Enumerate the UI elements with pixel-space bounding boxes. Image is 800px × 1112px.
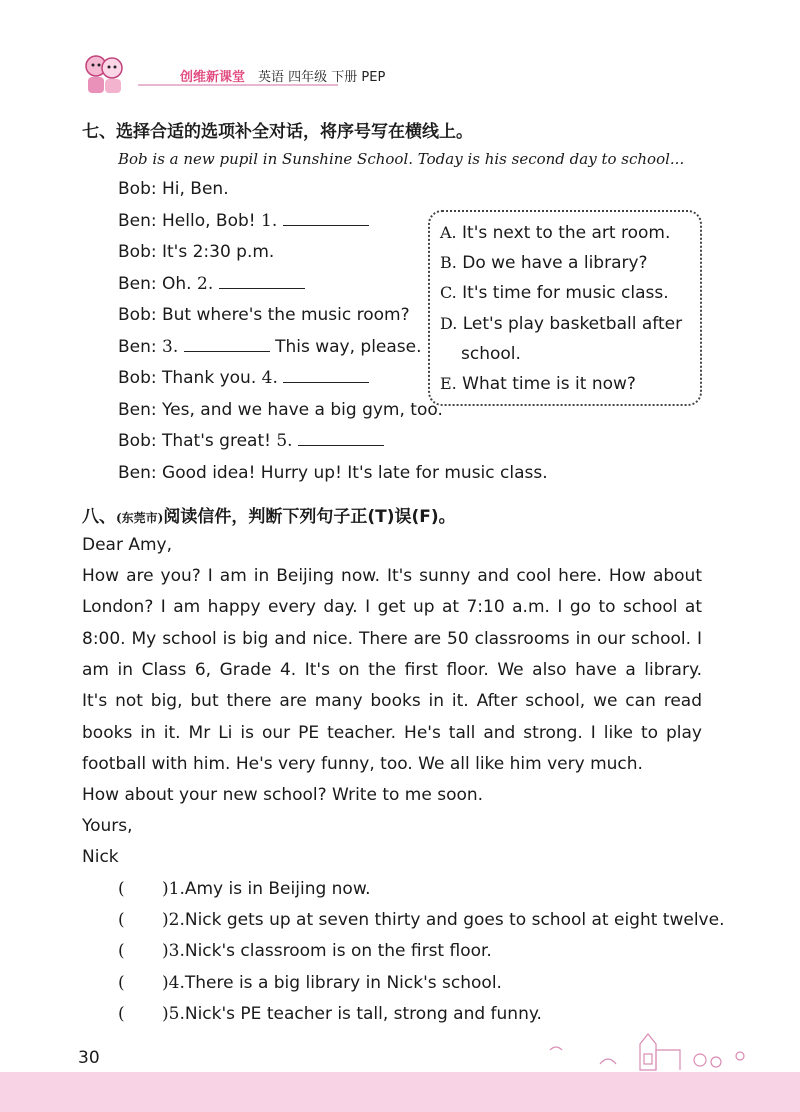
option-text: It's time for music class. (462, 283, 669, 304)
question-item (118, 1004, 542, 1024)
answer-paren[interactable]: ( (118, 972, 125, 993)
footer-bar (0, 1072, 800, 1112)
dialogue-text: Bob: Hi, Ben. (118, 179, 229, 199)
question-item (118, 973, 502, 993)
dialogue-text: Bob: It's 2:30 p.m. (118, 242, 275, 262)
letter-line: London? I am happy every day. I get up at 7:10 a.m. I go to school at (82, 597, 702, 618)
cartoon-kids-logo-icon (80, 50, 128, 96)
section8-title-prefix: 八、 (82, 507, 116, 527)
dialogue-line (118, 431, 384, 451)
question-text: There is a big library in Nick's school. (184, 972, 502, 993)
question-text: Nick's PE teacher is tall, strong and funny. (184, 1003, 542, 1024)
page-number: 30 (78, 1048, 100, 1068)
blank-number: 2. (197, 273, 214, 294)
dialogue-text: Ben: Good idea! Hurry up! It's late for music class. (118, 462, 548, 483)
letter-line: 8:00. My school is big and nice. There are 50 classrooms in our school. I (82, 628, 702, 649)
question-text: Nick's classroom is on the first floor. (184, 941, 492, 962)
question-number: )4. (162, 972, 185, 993)
dialogue-text: Ben: Oh. (118, 273, 197, 294)
option-letter: E. (440, 374, 457, 393)
brand-name: 创维新课堂 (180, 70, 246, 85)
dialogue-text: Ben: Hello, Bob! (118, 210, 261, 231)
section8-region-note: (东莞市) (116, 511, 164, 525)
dialogue-text: Bob: That's great! (118, 431, 277, 451)
dialogue-line (118, 211, 369, 231)
castle-decoration-icon (540, 1020, 780, 1076)
answer-paren[interactable]: ( (118, 879, 125, 899)
blank-number: 4. (261, 368, 278, 388)
answer-paren[interactable]: ( (118, 910, 125, 931)
dialogue-text: Bob: Thank you. (118, 368, 262, 388)
option-text: It's next to the art room. (462, 223, 671, 243)
option-item (461, 344, 521, 364)
blank-number: 3. (162, 336, 179, 357)
letter-line: How are you? I am in Beijing now. It's sunny and cool here. How about (82, 566, 702, 586)
dialogue-text: Ben: (118, 336, 163, 357)
dialogue-line (118, 400, 443, 420)
question-text: Amy is in Beijing now. (184, 879, 371, 899)
dialogue-line (118, 274, 305, 294)
dialogue-line (118, 179, 229, 199)
option-text: school. (461, 343, 521, 364)
question-number: )3. (162, 941, 185, 962)
section7-intro: Bob is a new pupil in Sunshine School. Today is his second day to school... (118, 150, 685, 168)
answer-blank[interactable] (283, 211, 369, 226)
option-item (440, 374, 636, 394)
answer-paren[interactable]: ( (118, 941, 125, 962)
letter-closing-line: How about your new school? Write to me soon. (82, 785, 484, 805)
option-item (440, 253, 648, 273)
section7-title: 七、选择合适的选项补全对话，将序号写在横线上。 (82, 122, 473, 142)
dialogue-line (118, 337, 422, 357)
question-text: Nick gets up at seven thirty and goes to school at eight twelve. (184, 910, 725, 931)
letter-line: football with him. He's very funny, too. We all like him very much. (82, 753, 643, 774)
option-text: Do we have a library? (462, 253, 648, 274)
dialogue-line (118, 242, 274, 262)
option-letter: D. (440, 313, 458, 333)
dialogue-line (118, 463, 548, 483)
question-number: )2. (162, 910, 185, 931)
option-text: Let's play basketball after (462, 313, 683, 334)
option-item (440, 223, 670, 243)
section8-title (82, 502, 456, 527)
letter-line: books in it. Mr Li is our PE teacher. He's tall and strong. I like to play (82, 722, 702, 743)
answer-blank[interactable] (298, 431, 384, 446)
question-number: )1. (162, 879, 185, 899)
dialogue-line (118, 368, 369, 388)
page-header (68, 46, 448, 98)
letter-line: It's not big, but there are many books in it. After school, we can read (82, 691, 702, 712)
dialogue-line (118, 305, 410, 325)
option-letter: B. (440, 253, 457, 273)
answer-blank[interactable] (184, 337, 270, 352)
option-letter: A. (440, 223, 457, 242)
answer-blank[interactable] (219, 274, 305, 289)
blank-number: 1. (261, 210, 278, 231)
letter-line: am in Class 6, Grade 4. It's on the first floor. We also have a library. (82, 659, 702, 680)
letter-salutation: Dear Amy, (82, 535, 173, 555)
option-letter: C. (440, 283, 457, 303)
answer-blank[interactable] (283, 368, 369, 383)
blank-number: 5. (276, 431, 293, 451)
answer-paren[interactable]: ( (118, 1003, 125, 1024)
letter-signature: Nick (82, 847, 119, 867)
question-item (118, 879, 371, 899)
dialogue-text: Bob: But where's the music room? (118, 305, 410, 325)
dialogue-text-after: This way, please. (269, 336, 422, 357)
question-item (118, 941, 492, 961)
question-number: )5. (162, 1003, 185, 1024)
option-item (440, 283, 669, 303)
letter-closing: Yours, (82, 816, 133, 836)
option-item (440, 314, 682, 334)
book-subject: 英语 四年级 下册 PEP (258, 70, 386, 85)
section8-title-main: 阅读信件，判断下列句子正(T)误(F)。 (163, 507, 456, 527)
dialogue-text: Ben: Yes, and we have a big gym, too. (118, 399, 443, 420)
question-item (118, 910, 724, 930)
option-text: What time is it now? (462, 374, 636, 394)
